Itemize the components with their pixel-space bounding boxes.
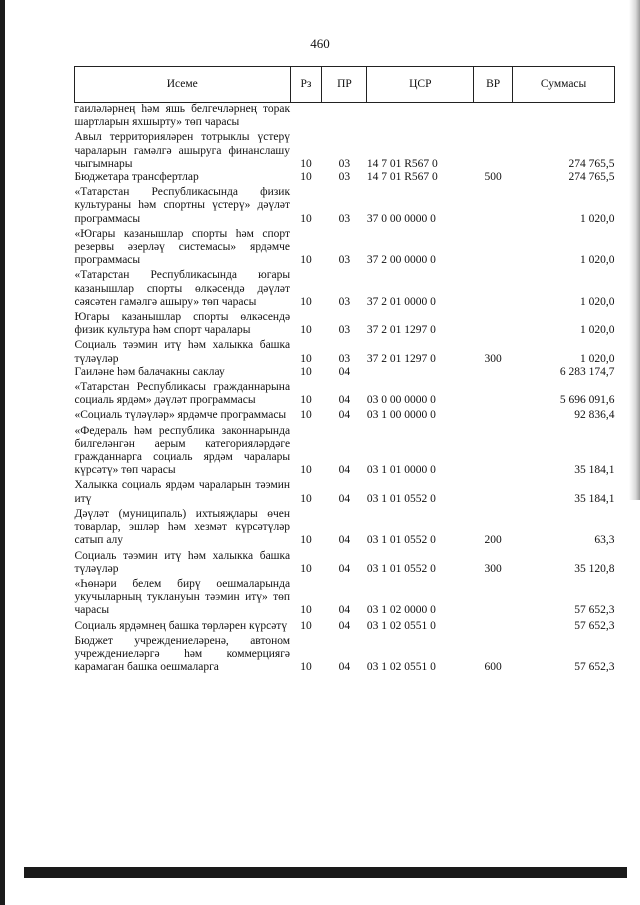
row-csr: 03 1 01 0552 0 — [366, 492, 436, 505]
row-sum: 57 652,3 — [574, 604, 615, 617]
scan-right-shadow — [629, 0, 640, 500]
row-name: Социаль тәэмин итү һәм халыкка башка түләүләр — [74, 549, 291, 575]
row-name: «Социаль түләүләр» ярдәмче программасы — [74, 409, 287, 422]
header-vr: ВР — [474, 67, 513, 103]
row-vr — [474, 477, 513, 505]
row-rz: 10 — [300, 212, 312, 225]
row-csr — [367, 366, 474, 379]
row-vr — [474, 129, 513, 171]
table-row — [75, 548, 615, 576]
row-sum: 57 652,3 — [574, 661, 615, 674]
row-name: Социаль тәэмин итү һәм халыкка башка түләүләр — [74, 339, 291, 365]
row-name: Халыкка социаль ярдәм чараларын тәэмин итү — [74, 479, 291, 505]
table-row — [75, 337, 615, 365]
row-sum — [513, 103, 615, 130]
table-row — [75, 129, 615, 171]
row-vr — [474, 423, 513, 478]
row-name: Дәүләт (муниципаль) ихтыяҗлары өчен товарлар, эшләр һәм хезмәт күрсәтүләр сатып алу — [74, 507, 291, 547]
table-row — [75, 171, 615, 184]
table-row — [75, 226, 615, 268]
table-header — [75, 67, 615, 103]
row-rz: 10 — [300, 464, 312, 477]
row-rz: 10 — [300, 492, 312, 505]
row-name: Гаиләне һәм балачакны саклау — [74, 365, 225, 378]
row-vr — [474, 184, 513, 226]
row-vr — [474, 267, 513, 309]
row-pr: 04 — [338, 492, 351, 505]
row-csr: 37 2 01 1297 0 — [366, 352, 436, 365]
table-row — [75, 423, 615, 478]
table-row — [75, 506, 615, 548]
row-csr: 37 2 00 0000 0 — [366, 254, 436, 267]
row-rz: 10 — [300, 619, 312, 632]
row-csr — [367, 103, 474, 130]
header-pr: ПР — [322, 67, 367, 103]
row-name: «Федераль һәм республика законнарында билгеләнгән аерым категорияләрдәге гражданнарга социаль ярдәм чаралары күрсәтү» төп чарасы — [74, 424, 291, 477]
row-rz — [290, 103, 322, 130]
row-vr — [474, 407, 513, 422]
table-row — [75, 477, 615, 505]
row-sum: 1 020,0 — [580, 324, 615, 337]
row-rz: 10 — [300, 157, 312, 170]
table-row — [75, 407, 615, 422]
row-sum: 35 184,1 — [574, 464, 615, 477]
row-rz: 10 — [300, 365, 312, 378]
table-row — [75, 267, 615, 309]
table-row — [75, 576, 615, 618]
row-name: гаиләләрнең һәм яшь белгечләрнең торак шартларын яхшырту» төп чарасы — [74, 103, 291, 129]
row-pr: 04 — [338, 409, 351, 422]
row-csr: 37 2 01 1297 0 — [366, 324, 436, 337]
row-sum: 1 020,0 — [580, 254, 615, 267]
row-rz: 10 — [300, 534, 312, 547]
row-sum: 274 765,5 — [568, 171, 615, 184]
row-csr: 37 0 00 0000 0 — [366, 212, 436, 225]
row-pr: 04 — [338, 365, 351, 378]
row-vr: 300 — [484, 352, 502, 365]
table-row — [75, 633, 615, 675]
row-rz: 10 — [300, 562, 312, 575]
budget-table — [74, 66, 615, 674]
row-pr: 04 — [338, 534, 351, 547]
row-rz: 10 — [300, 661, 312, 674]
row-sum: 57 652,3 — [574, 619, 615, 632]
row-csr: 03 1 00 0000 0 — [366, 409, 436, 422]
row-sum: 63,3 — [594, 534, 615, 547]
header-name: Исеме — [75, 67, 291, 103]
row-sum: 5 696 091,6 — [559, 394, 615, 407]
row-csr: 03 1 01 0000 0 — [366, 464, 436, 477]
row-csr: 03 1 02 0551 0 — [366, 661, 436, 674]
row-pr: 04 — [338, 604, 351, 617]
table-row — [75, 618, 615, 633]
row-csr: 03 1 02 0551 0 — [366, 619, 436, 632]
row-name: «Һөнәри белем бирү оешмаларында укучыларның туклануын тәэмин итү» төп чарасы — [74, 577, 291, 617]
row-csr: 03 0 00 0000 0 — [366, 394, 436, 407]
row-pr: 04 — [338, 619, 351, 632]
row-rz: 10 — [300, 295, 312, 308]
row-vr — [474, 309, 513, 337]
row-sum: 92 836,4 — [574, 409, 615, 422]
row-pr: 04 — [338, 394, 351, 407]
page-number: 460 — [310, 36, 330, 51]
row-pr: 04 — [338, 661, 351, 674]
header-row — [75, 67, 615, 103]
table-body — [75, 103, 615, 675]
table-row — [75, 309, 615, 337]
table-row — [75, 103, 615, 130]
row-rz: 10 — [300, 604, 312, 617]
row-pr: 03 — [338, 171, 351, 184]
row-name: Югары казанышлар спорты өлкәсендә физик культура һәм спорт чаралары — [74, 311, 291, 337]
row-csr: 37 2 01 0000 0 — [366, 295, 436, 308]
header-sum: Суммасы — [513, 67, 615, 103]
row-csr: 14 7 01 R567 0 — [366, 171, 438, 184]
row-pr: 03 — [338, 157, 351, 170]
row-sum: 1 020,0 — [580, 212, 615, 225]
row-vr: 600 — [484, 661, 502, 674]
scan-bottom-bar — [24, 867, 627, 878]
scan-left-edge — [0, 0, 5, 905]
row-sum: 1 020,0 — [580, 352, 615, 365]
row-vr — [474, 618, 513, 633]
row-name: Авыл территорияләрен тотрыклы үстерү чараларын гамәлгә ашыруга финанслашу чыгымнары — [74, 131, 291, 170]
row-vr — [474, 366, 513, 379]
row-csr: 03 1 01 0552 0 — [366, 562, 436, 575]
row-pr — [322, 103, 367, 130]
row-rz: 10 — [300, 352, 312, 365]
row-name: «Югары казанышлар спорты һәм спорт резервы әзерләү системасы» ярдәмче программасы — [74, 227, 291, 267]
row-vr — [474, 379, 513, 407]
row-name: «Татарстан Республикасы гражданнарына социаль ярдәм» дәүләт программасы — [74, 381, 291, 407]
row-name: «Татарстан Республикасында югары казанышлар спорты өлкәсендә дәүләт сәясәтен гамәлгә ашыру» төп чарасы — [74, 269, 291, 308]
row-csr: 14 7 01 R567 0 — [366, 157, 438, 170]
row-vr — [474, 103, 513, 130]
row-name: Социаль ярдәмнең башка төрләрен күрсәтү — [74, 619, 288, 632]
row-vr — [474, 226, 513, 268]
row-rz: 10 — [300, 254, 312, 267]
table-row — [75, 366, 615, 379]
row-pr: 03 — [338, 254, 351, 267]
table-row — [75, 184, 615, 226]
table-row — [75, 379, 615, 407]
row-pr: 03 — [338, 352, 351, 365]
row-pr: 03 — [338, 295, 351, 308]
row-vr — [474, 576, 513, 618]
header-csr: ЦСР — [367, 67, 474, 103]
row-pr: 04 — [338, 562, 351, 575]
row-csr: 03 1 01 0552 0 — [366, 534, 436, 547]
row-pr: 03 — [338, 324, 351, 337]
row-rz: 10 — [300, 409, 312, 422]
row-rz: 10 — [300, 394, 312, 407]
row-vr: 300 — [484, 562, 502, 575]
row-vr: 500 — [484, 171, 502, 184]
row-sum: 274 765,5 — [568, 157, 615, 170]
header-rz: Рз — [290, 67, 322, 103]
row-name: Бюджетара трансфертлар — [74, 171, 199, 184]
row-csr: 03 1 02 0000 0 — [366, 604, 436, 617]
row-name: Бюджет учреждениеләренә, автоном учреждениеләргә һәм коммерциягә карамаган башка оешмаларга — [74, 634, 291, 674]
row-sum: 35 120,8 — [574, 562, 615, 575]
row-rz: 10 — [300, 171, 312, 184]
row-name: «Татарстан Республикасында физик культураны һәм спортны үстерү» дәүләт программасы — [74, 186, 291, 225]
row-sum: 1 020,0 — [580, 295, 615, 308]
row-pr: 04 — [338, 464, 351, 477]
row-rz: 10 — [300, 324, 312, 337]
row-pr: 03 — [338, 212, 351, 225]
row-sum: 6 283 174,7 — [559, 365, 615, 378]
row-sum: 35 184,1 — [574, 492, 615, 505]
row-vr: 200 — [484, 534, 502, 547]
